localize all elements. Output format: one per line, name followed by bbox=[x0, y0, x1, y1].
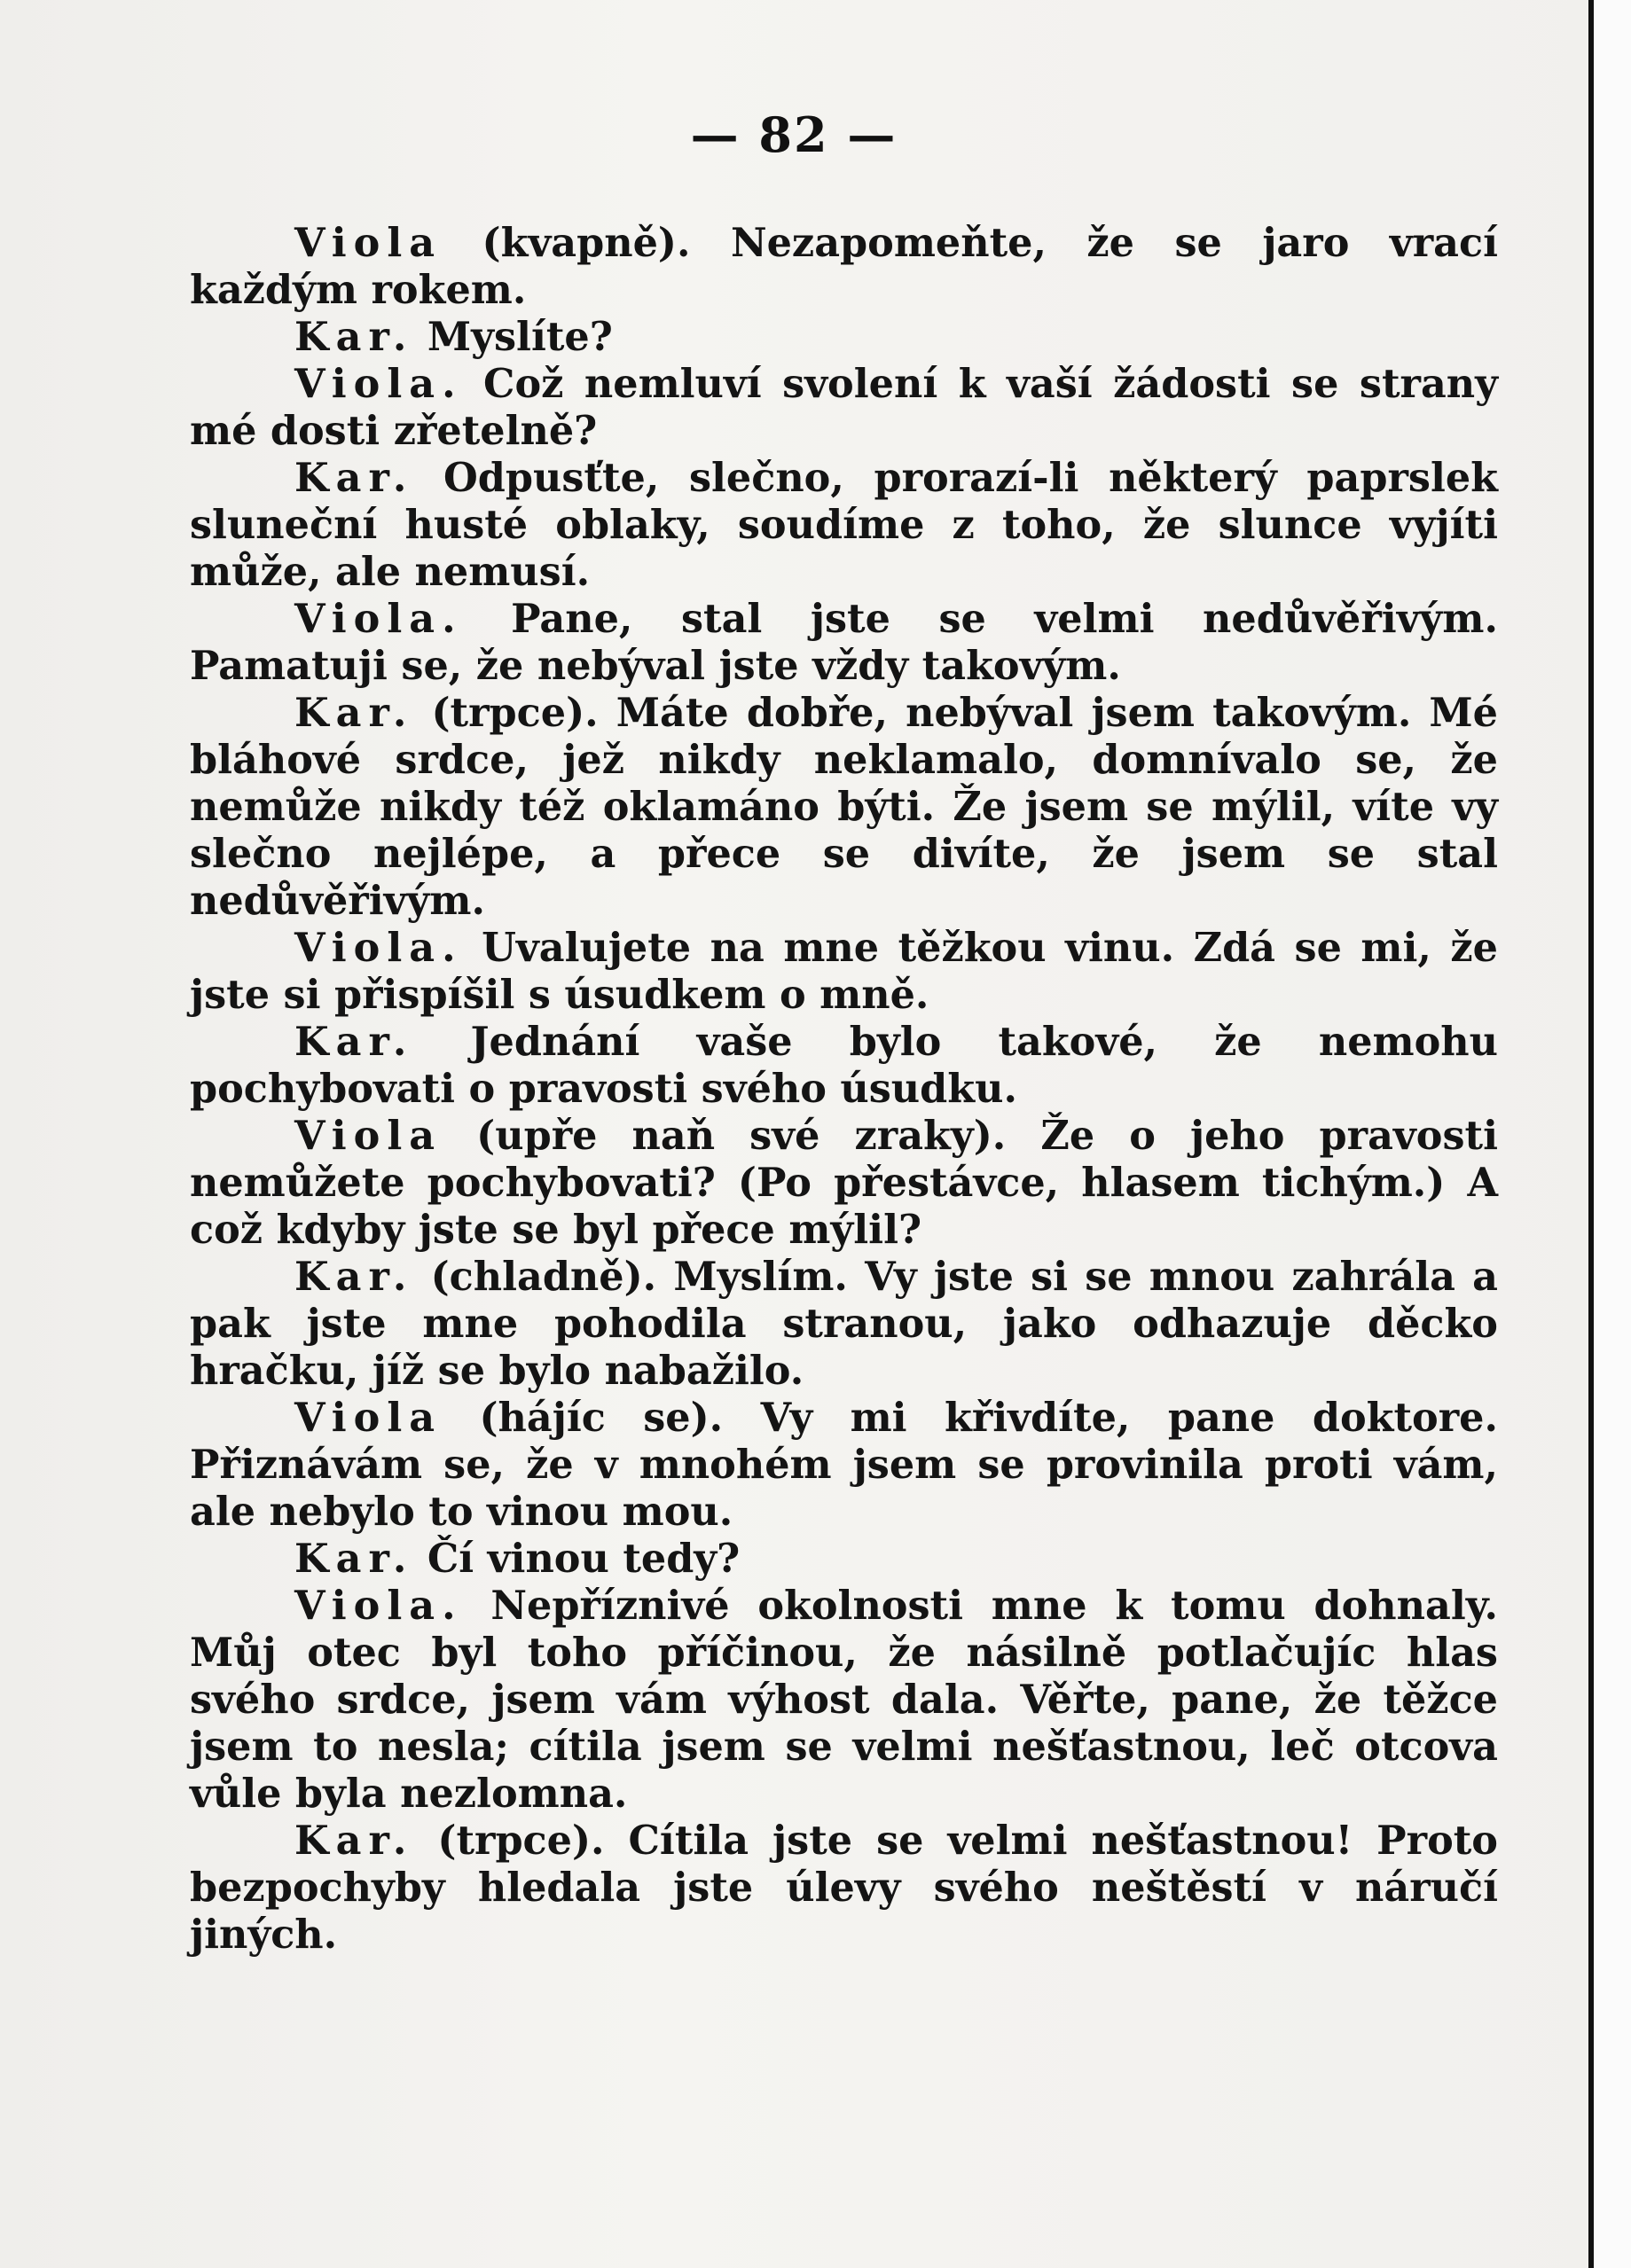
speaker-name: Viola. bbox=[294, 596, 463, 642]
page-edge bbox=[1588, 0, 1631, 2268]
dialogue-text bbox=[190, 220, 1498, 1959]
paragraph bbox=[190, 314, 1498, 361]
paragraph-text: (hájíc se). Vy mi křivdíte, pane doktore. Přiznávám se, že v mnohém jsem se provinila proti vám, ale nebylo to vinou mou. bbox=[190, 1395, 1498, 1535]
speaker-name: Kar. bbox=[294, 1254, 414, 1300]
paragraph bbox=[190, 925, 1498, 1019]
speaker-name: Kar. bbox=[294, 314, 414, 360]
paragraph-text: Čí vinou tedy? bbox=[413, 1536, 741, 1582]
speaker-name: Kar. bbox=[294, 455, 414, 501]
speaker-name: Viola bbox=[294, 1395, 443, 1441]
speaker-name: Kar. bbox=[294, 1536, 414, 1582]
paragraph-text: Což nemluví svolení k vaší žádosti se strany mé dosti zřetelně? bbox=[190, 361, 1498, 454]
paragraph bbox=[190, 596, 1498, 690]
paragraph bbox=[190, 1395, 1498, 1536]
paragraph bbox=[190, 1113, 1498, 1254]
speaker-name: Viola. bbox=[294, 925, 463, 971]
speaker-name: Viola. bbox=[294, 361, 463, 407]
paragraph-text: (chladně). Myslím. Vy jste si se mnou zahrála a pak jste mne pohodila stranou, jako odhazuje děcko hračku, jíž se bylo nabažilo. bbox=[190, 1254, 1498, 1394]
paragraph bbox=[190, 1019, 1498, 1113]
speaker-name: Kar. bbox=[294, 1019, 414, 1065]
paragraph-text: (trpce). Máte dobře, nebýval jsem takovým. Mé bláhové srdce, jež nikdy neklamalo, domnívalo se, že nemůže nikdy též oklamáno býti. Že jsem se mýlil, víte vy slečno nejlépe, a přece se divíte, že jsem se stal nedůvěřivým. bbox=[190, 690, 1498, 924]
paragraph-text: (trpce). Cítila jste se velmi nešťastnou! Proto bezpochyby hledala jste úlevy svého neštěstí v náručí jiných. bbox=[190, 1818, 1498, 1958]
paragraph-text: Nepříznivé okolnosti mne k tomu dohnaly. Můj otec byl toho příčinou, že násilně potlačujíc hlas svého srdce, jsem vám výhost dala. Věřte, pane, že těžce jsem to nesla; cítila jsem se velmi nešťastnou, leč otcova vůle byla nezlomna. bbox=[190, 1583, 1498, 1817]
paragraph bbox=[190, 690, 1498, 925]
speaker-name: Viola. bbox=[294, 1583, 463, 1629]
speaker-name: Viola bbox=[294, 220, 443, 266]
paragraph-text: (upře naň své zraky). Že o jeho pravosti nemůžete pochybovati? (Po přestávce, hlasem tichým.) A což kdyby jste se byl přece mýlil? bbox=[190, 1113, 1498, 1253]
paragraph bbox=[190, 361, 1498, 455]
paragraph-text: Odpusťte, slečno, prorazí-li některý paprslek sluneční husté oblaky, soudíme z toho, že slunce vyjíti může, ale nemusí. bbox=[190, 455, 1498, 595]
paragraph bbox=[190, 455, 1498, 596]
paragraph-text: Pane, stal jste se velmi nedůvěřivým. Pamatuji se, že nebýval jste vždy takovým. bbox=[190, 596, 1498, 689]
paragraph bbox=[190, 1254, 1498, 1395]
paragraph bbox=[190, 1536, 1498, 1583]
paragraph bbox=[190, 1818, 1498, 1959]
speaker-name: Kar. bbox=[294, 1818, 414, 1864]
speaker-name: Viola bbox=[294, 1113, 443, 1159]
paragraph bbox=[190, 1583, 1498, 1818]
paragraph-text: Myslíte? bbox=[413, 314, 613, 360]
page-number: — 82 — bbox=[690, 106, 898, 163]
paragraph-text: Jednání vaše bylo takové, že nemohu pochybovati o pravosti svého úsudku. bbox=[190, 1019, 1498, 1112]
paragraph bbox=[190, 220, 1498, 314]
speaker-name: Kar. bbox=[294, 690, 414, 736]
paragraph-text: Uvalujete na mne těžkou vinu. Zdá se mi, že jste si přispíšil s úsudkem o mně. bbox=[190, 925, 1498, 1018]
paragraph-text: (kvapně). Nezapomeňte, že se jaro vrací každým rokem. bbox=[190, 220, 1498, 313]
